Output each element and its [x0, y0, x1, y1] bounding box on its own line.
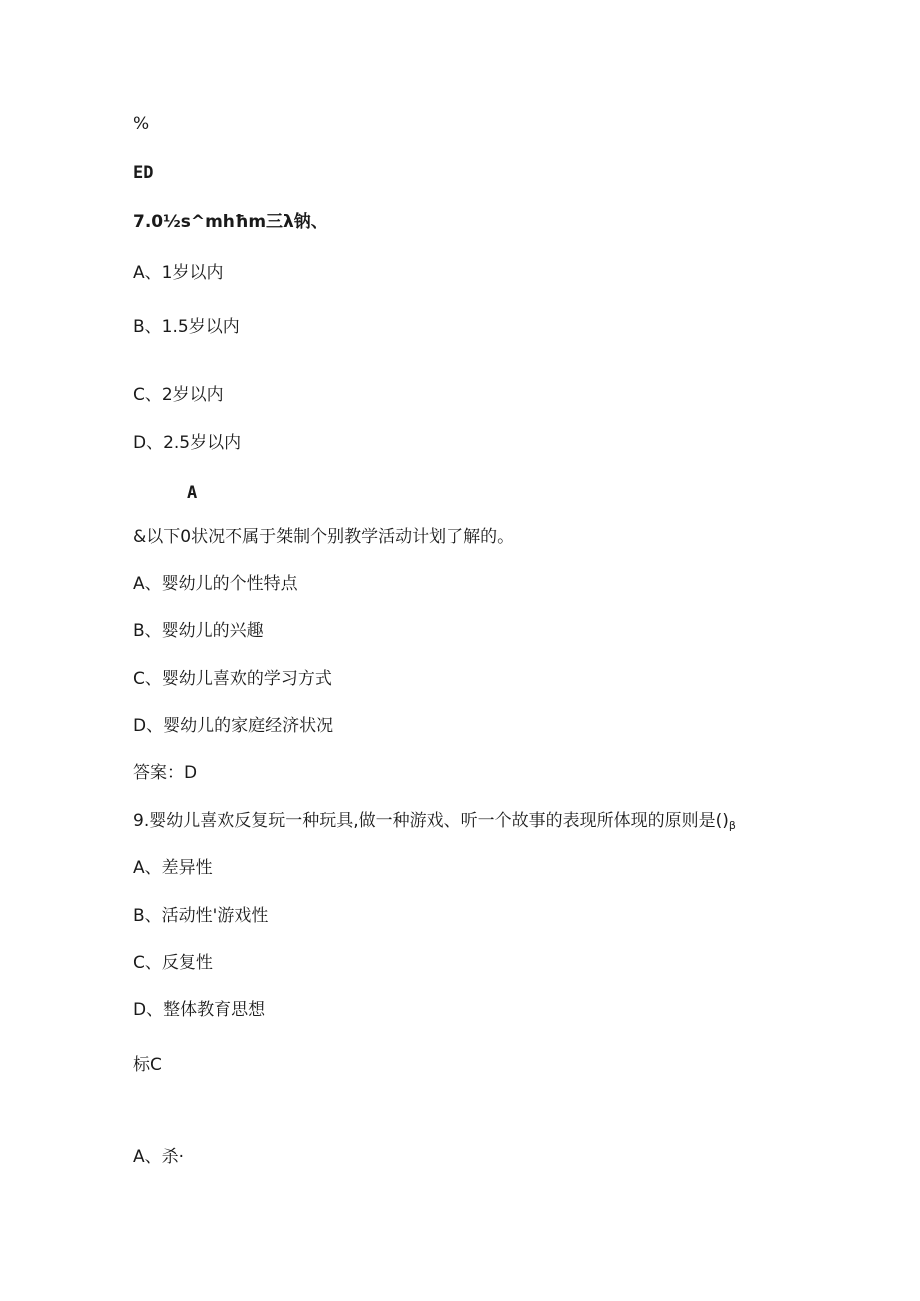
question-7-option-b: B、1.5岁以内 — [133, 317, 240, 337]
question-9-wrapper — [133, 810, 736, 837]
question-9-option-b: B、活动性'游戏性 — [133, 906, 269, 926]
question-9-text: 9.婴幼儿喜欢反复玩一种玩具,做一种游戏、听一个故事的表现所体现的原则是() — [133, 811, 729, 831]
question-9-option-d: D、整体教育思想 — [133, 1000, 266, 1020]
symbol-line: % — [133, 114, 150, 134]
question-7-option-d: D、2.5岁以内 — [133, 433, 242, 453]
question-9-option-c: C、反复性 — [133, 953, 213, 973]
question-8-text: &以下0状况不属于桀制个别教学活动计划了解的。 — [133, 527, 515, 547]
question-7-option-a: A、1岁以内 — [133, 263, 224, 283]
question-8-option-d: D、婴幼儿的家庭经济状况 — [133, 716, 334, 736]
question-9-option-a: A、差异性 — [133, 858, 213, 878]
question-10-option-a: A、杀· — [133, 1147, 185, 1167]
question-8-option-c: C、婴幼儿喜欢的学习方式 — [133, 669, 332, 689]
question-7-text: 7.0½s^mhħm三λ钠、 — [133, 212, 328, 232]
question-9-suffix: β — [728, 819, 736, 832]
question-8-option-b: B、婴幼儿的兴趣 — [133, 621, 264, 641]
question-8-option-a: A、婴幼儿的个性特点 — [133, 574, 298, 594]
question-7-option-c: C、2岁以内 — [133, 385, 224, 405]
answer-line: ED — [133, 163, 154, 183]
question-7-answer: A — [187, 483, 198, 503]
question-9-answer: 标C — [133, 1055, 162, 1075]
question-8-answer: 答案：D — [133, 763, 198, 783]
